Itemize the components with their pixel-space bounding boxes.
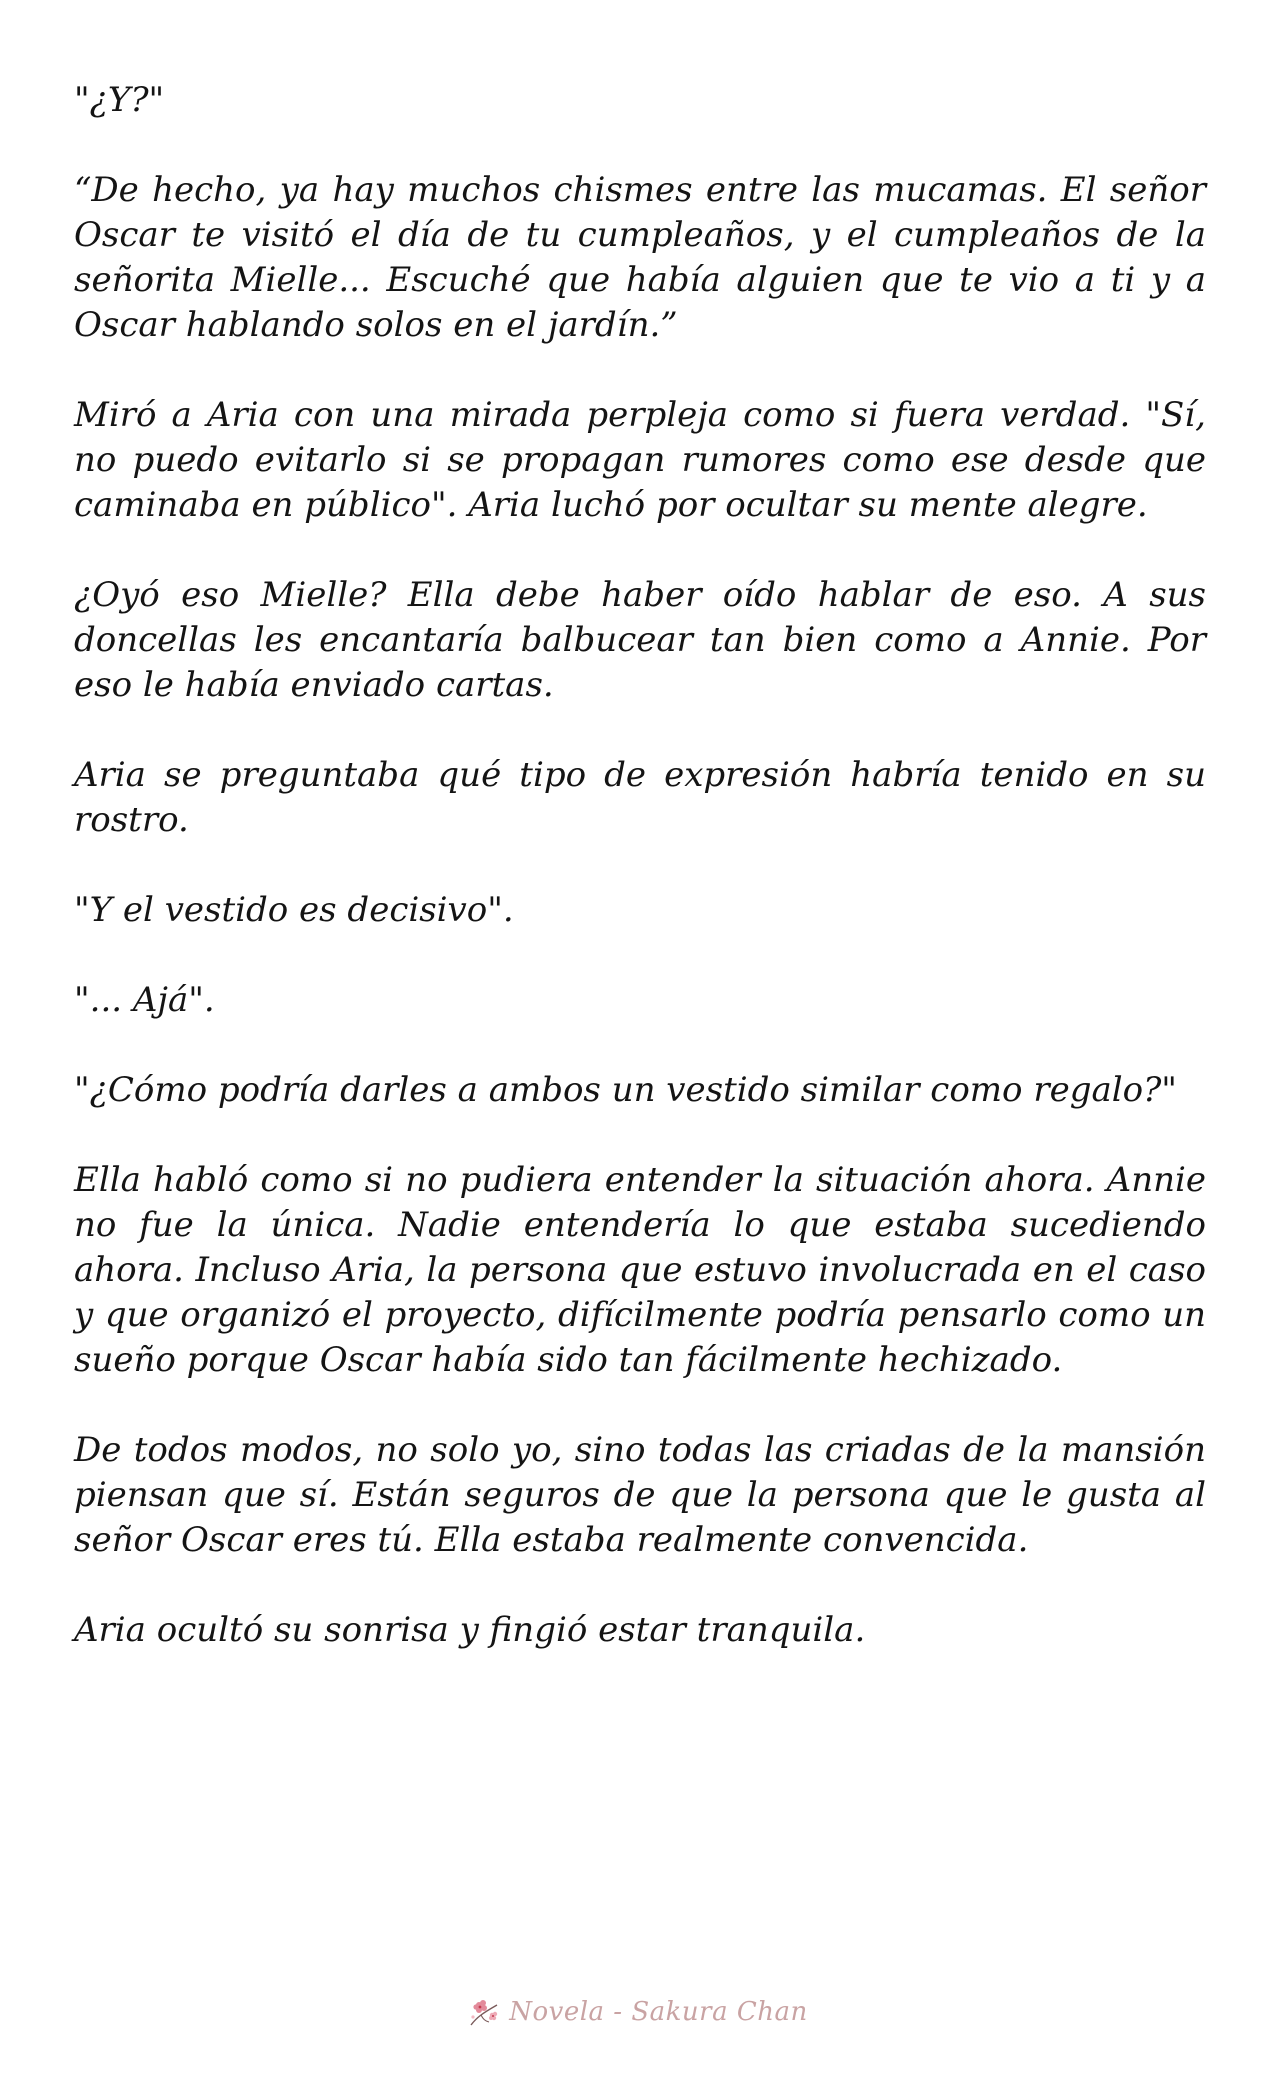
paragraph-3: Miró a Aria con una mirada perpleja como si fuera verdad. "Sí, no puedo evitarlo si se propagan rumores como ese desde que caminaba en público". Aria luchó por ocultar su mente alegre. <box>74 395 1206 525</box>
paragraph-10: De todos modos, no solo yo, sino todas las criadas de la mansión piensan que sí. Están seguros de que la persona que le gusta al señor Oscar eres tú. Ella estaba realmente convencida. <box>74 1430 1206 1560</box>
paragraph-2: “De hecho, ya hay muchos chismes entre las mucamas. El señor Oscar te visitó el día de tu cumpleaños, y el cumpleaños de la señorita Mielle... Escuché que había alguien que te vio a ti y a Oscar hablando solos en el jardín.” <box>74 170 1206 345</box>
paragraph-6: "Y el vestido es decisivo". <box>74 890 514 930</box>
paragraph-7: "... Ajá". <box>74 980 215 1020</box>
sakura-flower-icon <box>467 1995 501 2029</box>
paragraph-11: Aria ocultó su sonrisa y fingió estar tranquila. <box>74 1610 866 1650</box>
chapter-text <box>74 78 1206 1698</box>
watermark-text: Novela - Sakura Chan <box>509 1997 808 2027</box>
paragraph-4: ¿Oyó eso Mielle? Ella debe haber oído hablar de eso. A sus doncellas les encantaría balbucear tan bien como a Annie. Por eso le había enviado cartas. <box>74 575 1206 705</box>
paragraph-9: Ella habló como si no pudiera entender la situación ahora. Annie no fue la única. Nadie entendería lo que estaba sucediendo ahora. Incluso Aria, la persona que estuvo involucrada en el caso y que organizó el proyecto, difícilmente podría pensarlo como un sueño porque Oscar había sido tan fácilmente hechizado. <box>74 1160 1206 1380</box>
watermark <box>0 1990 1275 2034</box>
paragraph-8: "¿Cómo podría darles a ambos un vestido similar como regalo?" <box>74 1070 1177 1110</box>
paragraph-1: "¿Y?" <box>74 80 165 120</box>
paragraph-5: Aria se preguntaba qué tipo de expresión habría tenido en su rostro. <box>74 755 1206 840</box>
